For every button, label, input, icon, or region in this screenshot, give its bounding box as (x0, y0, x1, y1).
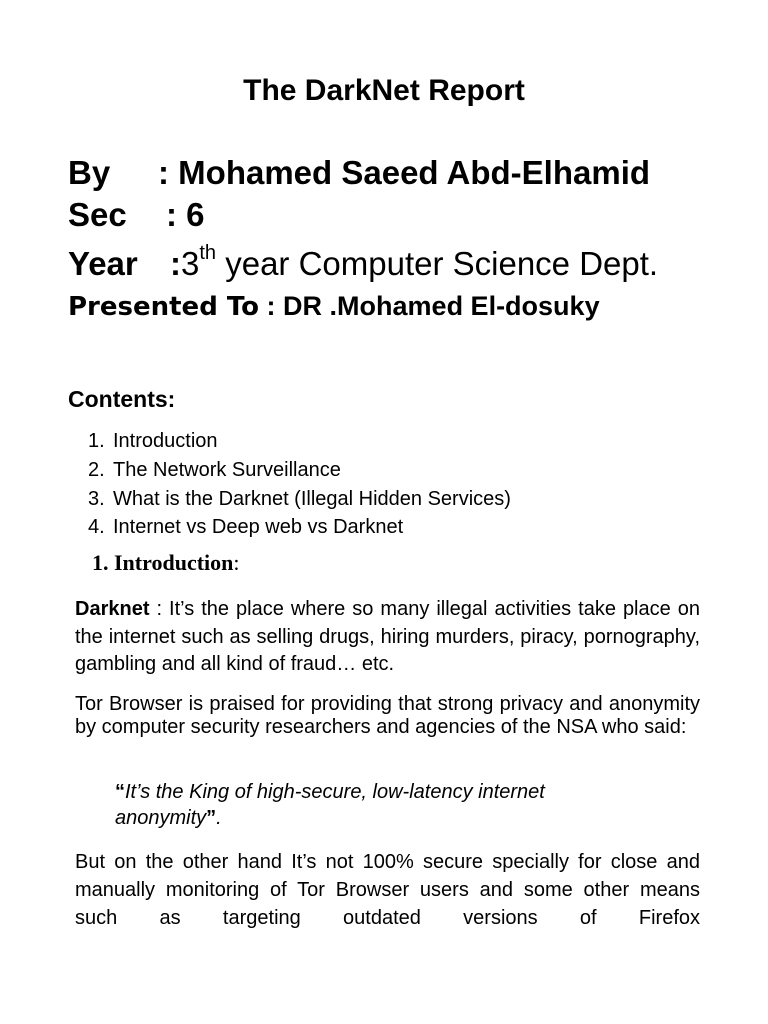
section-label: Sec (68, 196, 127, 233)
toc-item-text: The Network Surveillance (113, 458, 341, 481)
toc-item (88, 427, 511, 456)
section-heading-introduction (92, 550, 240, 576)
author-name: Mohamed Saeed Abd-Elhamid (178, 154, 651, 191)
toc-item-text: Introduction (113, 430, 218, 452)
author-line (68, 154, 650, 192)
paragraph-tor-browser: Tor Browser is praised for providing that strong privacy and anonymity by computer security researchers and agencies of the NSA who said: (75, 693, 700, 738)
year-line (68, 242, 659, 283)
document-title: The DarkNet Report (243, 74, 525, 107)
presented-name: DR .Mohamed El-dosuky (283, 291, 600, 321)
darknet-term: Darknet (75, 598, 150, 620)
quote-close-mark: ” (206, 807, 217, 829)
presented-line (68, 291, 600, 322)
darknet-definition: : It’s the place where so many illegal activities take place on the internet such as selling drugs, hiring murders, piracy, pornography, gambling and all kind of fraud… etc. (75, 598, 700, 675)
toc-item-number: 1. (88, 430, 105, 452)
section-line (68, 196, 205, 234)
year-superscript: th (199, 242, 217, 264)
toc-item-number: 2. (88, 458, 105, 481)
author-label: By (68, 154, 111, 191)
contents-heading: Contents: (68, 386, 176, 412)
toc-item-number: 3. (88, 487, 105, 510)
year-number: 3 (181, 245, 200, 282)
toc-item (88, 485, 511, 514)
toc-item (88, 513, 511, 542)
author-separator: : (158, 154, 169, 191)
table-of-contents (88, 427, 511, 542)
section-heading-colon: : (233, 550, 240, 575)
quote-open-mark: “ (115, 781, 125, 803)
section-heading-number: 1. (92, 550, 109, 575)
toc-item (88, 456, 511, 485)
year-label: Year (68, 245, 138, 282)
presented-separator: : (266, 291, 276, 321)
year-value (181, 242, 659, 282)
toc-item-number: 4. (88, 516, 105, 539)
year-separator: : (170, 245, 181, 282)
quote-text: It’s the King of high-secure, low-latency internet anonymity (115, 781, 545, 829)
paragraph-darknet (75, 596, 700, 679)
section-heading-title: Introduction (114, 550, 234, 575)
toc-item-text: Internet vs Deep web vs Darknet (113, 516, 404, 539)
year-department: year Computer Science Dept. (216, 245, 659, 282)
section-value: 6 (186, 196, 205, 233)
toc-item-text: What is the Darknet (Illegal Hidden Services) (113, 487, 511, 510)
presented-label: Presented To (68, 292, 260, 322)
paragraph-not-secure: But on the other hand It’s not 100% secure specially for close and manually monitoring of Tor Browser users and some other means such as targeting outdated versions of Firefox (75, 851, 700, 929)
section-separator: : (166, 196, 177, 233)
nsa-quote (115, 779, 655, 831)
quote-end: . (216, 807, 222, 829)
